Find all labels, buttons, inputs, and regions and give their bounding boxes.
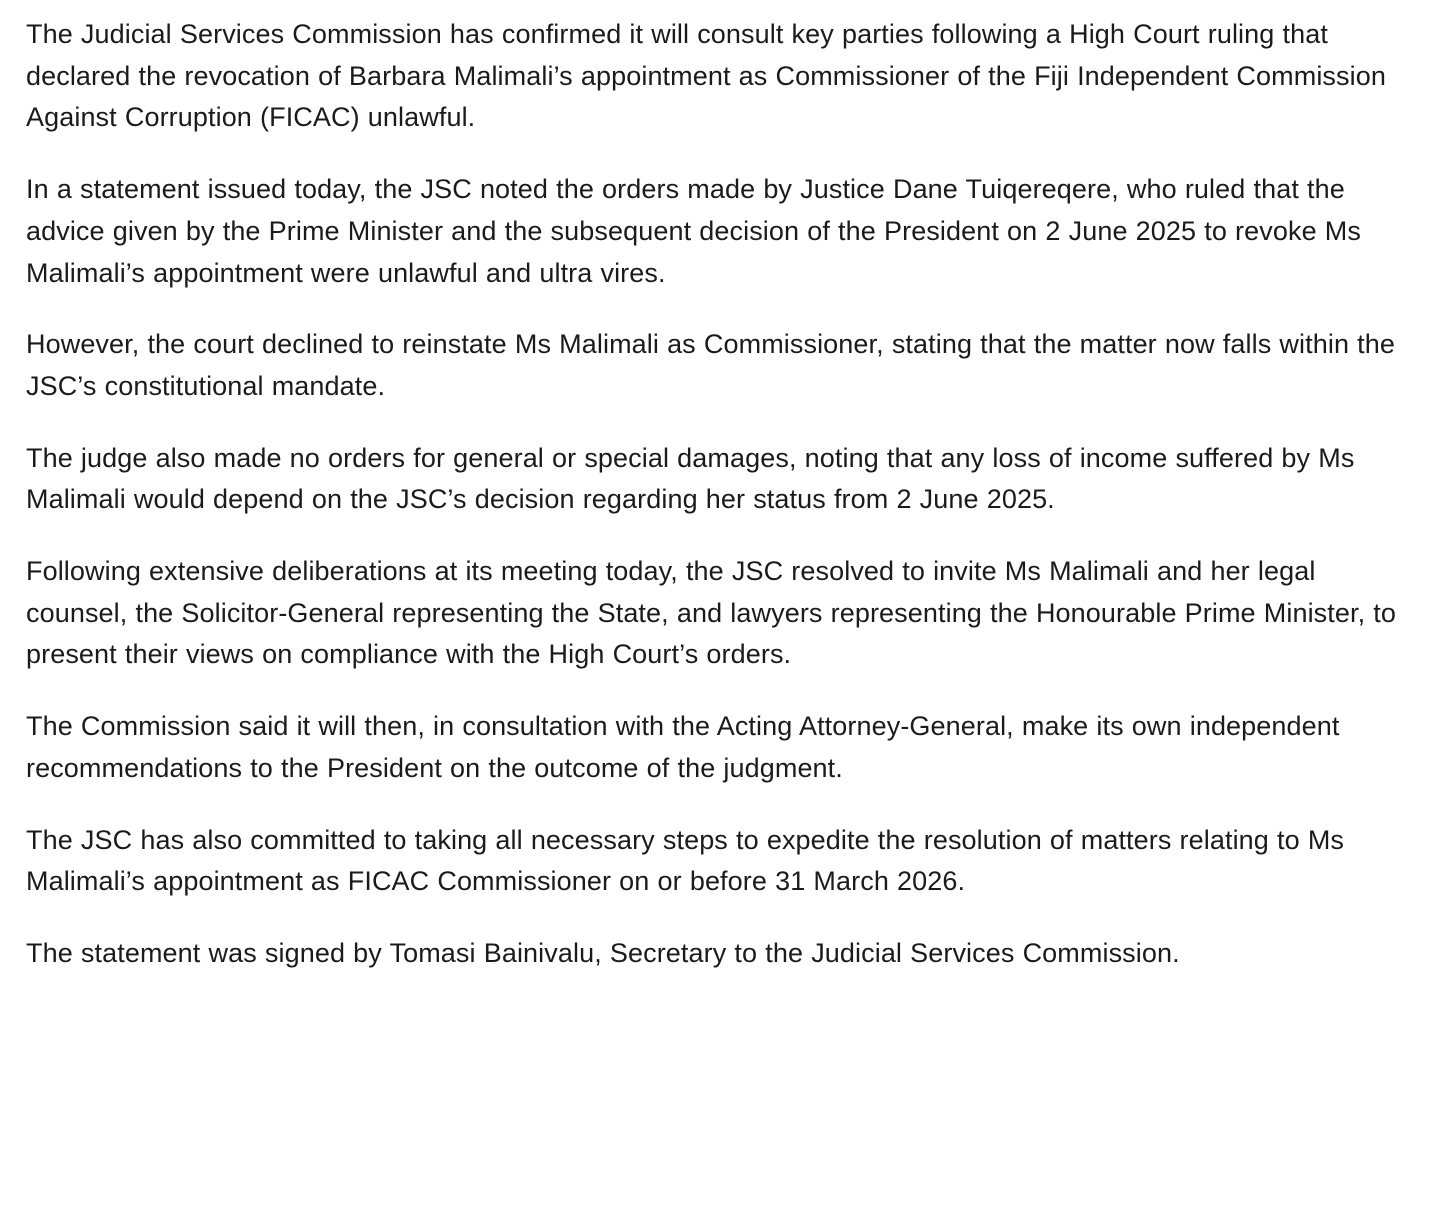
article-paragraph: The Judicial Services Commission has confirmed it will consult key parties following a High Court ruling that declared the revocation of Barbara Malimali’s appointment as Commissioner of the Fiji Independent Commission Against Corruption (FICAC) unlawful. (26, 19, 1386, 133)
article-paragraph: In a statement issued today, the JSC noted the orders made by Justice Dane Tuiqereqere, who ruled that the advice given by the Prime Minister and the subsequent decision of the President on 2 June 2025 to revoke Ms Malimali’s appointment were unlawful and ultra vires. (26, 174, 1361, 288)
article-paragraph: The judge also made no orders for general or special damages, noting that any loss of income suffered by Ms Malimali would depend on the JSC’s decision regarding her status from 2 June 2025. (26, 442, 1355, 515)
article-paragraph: The statement was signed by Tomasi Bainivalu, Secretary to the Judicial Services Commission. (26, 937, 1180, 968)
article-paragraph: However, the court declined to reinstate Ms Malimali as Commissioner, stating that the matter now falls within the JSC’s constitutional mandate. (26, 329, 1395, 401)
article-paragraph: Following extensive deliberations at its meeting today, the JSC resolved to invite Ms Malimali and her legal counsel, the Solicitor-General representing the State, and lawyers representing the Honourable Prime Minister, to present their views on compliance with the High Court’s orders. (26, 556, 1397, 670)
article-paragraph: The Commission said it will then, in consultation with the Acting Attorney-General, make its own independent recommendations to the President on the outcome of the judgment. (26, 711, 1340, 783)
article-paragraph: The JSC has also committed to taking all necessary steps to expedite the resolution of matters relating to Ms Malimali’s appointment as FICAC Commissioner on or before 31 March 2026. (26, 824, 1345, 897)
